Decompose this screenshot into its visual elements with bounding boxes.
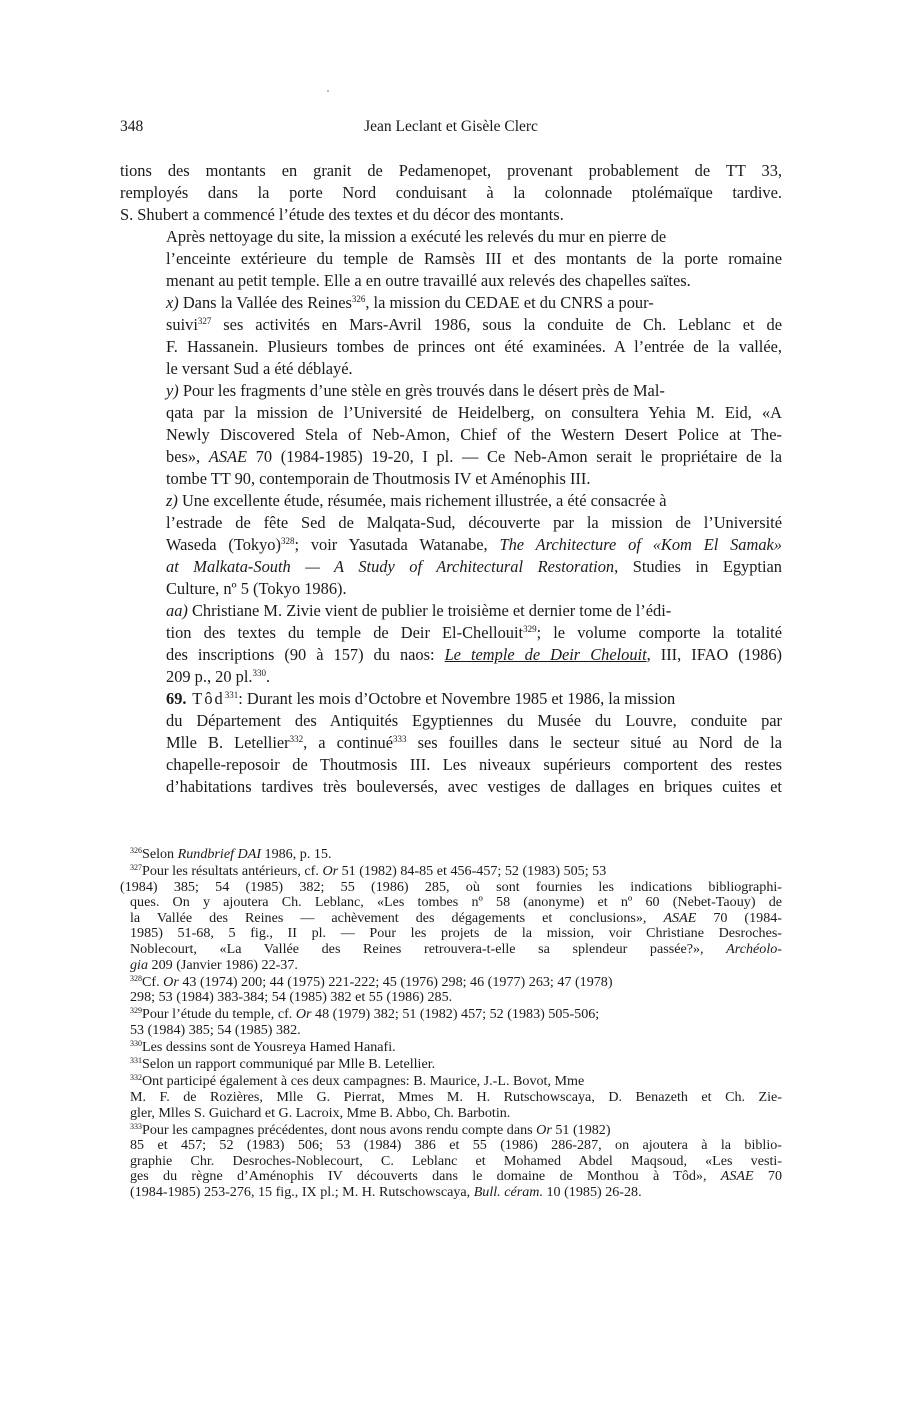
- text-line: l’enceinte extérieure du temple de Ramsès III et des montants de la porte romaine: [166, 249, 782, 268]
- text-run: (1984-1985) 253-276, 15 fig., IX pl.; M. H. Rutschowscaya,: [130, 1183, 474, 1200]
- text-run: Christiane M. Zivie vient de publier le troisième et dernier tome de l’édi-: [187, 601, 672, 620]
- footnotes: [120, 847, 782, 1202]
- text-run: des inscriptions (90 à 157) du naos:: [166, 645, 445, 664]
- footnote-330: [120, 1040, 782, 1056]
- footnote-328: [120, 975, 782, 1006]
- running-head: Jean Leclant et Gisèle Clerc: [364, 118, 538, 135]
- text-line: [120, 1169, 782, 1185]
- text-line: M. F. de Rozières, Mlle G. Pierrat, Mmes M. H. Rutschowscaya, D. Benazeth et Ch. Zie-: [130, 1088, 782, 1105]
- footnote-number: 328: [130, 973, 142, 983]
- text-line: 85 et 457; 52 (1983) 506; 53 (1984) 386 et 55 (1986) 286-287, on ajoutera à la biblio-: [130, 1137, 782, 1154]
- page-number: 348: [120, 118, 144, 135]
- footnote-ref[interactable]: 332: [289, 734, 304, 744]
- text-run: Pour les campagnes précédentes, dont nous avons rendu compte dans: [142, 1121, 537, 1138]
- text-run: 70 (1984-: [696, 909, 783, 926]
- journal-title: Archéolo-: [726, 941, 782, 958]
- footnote-ref[interactable]: 329: [523, 624, 537, 634]
- text-run: Pour l’étude du temple, cf.: [142, 1006, 296, 1023]
- text-run: tion des textes du temple de Deir El-Chellouit: [166, 623, 524, 642]
- text-line: Culture, nº 5 (Tokyo 1986).: [166, 579, 347, 598]
- text-line: F. Hassanein. Plusieurs tombes de princes ont été examinées. A l’entrée de la vallée,: [166, 337, 782, 356]
- text-line: (1984) 385; 54 (1985) 382; 55 (1986) 285, où sont fournies les indications bibliographi-: [120, 878, 782, 895]
- text-run: 209 (Janvier 1986) 22-37.: [148, 956, 298, 973]
- footnote-332: [120, 1074, 782, 1121]
- text-line: [120, 314, 782, 336]
- footnote-ref[interactable]: 326: [351, 294, 366, 304]
- text-run: Selon un rapport communiqué par Mlle B. Letellier.: [142, 1056, 436, 1073]
- journal-title: gia: [130, 956, 149, 973]
- footnote-ref[interactable]: 327: [197, 316, 212, 326]
- text-line: chapelle-reposoir de Thoutmosis III. Les niveaux supérieurs comportent des restes: [166, 755, 782, 774]
- journal-title: ASAE: [208, 447, 248, 466]
- item-letter: aa): [166, 601, 188, 620]
- text-line: graphie Chr. Desroches-Noblecourt, C. Leblanc et Mohamed Abdel Maqsoud, «Les vesti-: [130, 1152, 782, 1169]
- text-line: S. Shubert a commencé l’étude des textes et du décor des montants.: [120, 205, 564, 224]
- text-run: Pour les fragments d’une stèle en grès trouvés dans le désert près de Mal-: [178, 381, 665, 400]
- text-run: 70: [753, 1168, 782, 1185]
- footnote-ref[interactable]: 331: [224, 690, 239, 700]
- journal-title: Rundbrief DAI: [177, 846, 262, 862]
- text-line: qata par la mission de l’Université de Heidelberg, on consultera Yehia M. Eid, «A: [166, 403, 782, 422]
- item-letter: x): [166, 293, 179, 312]
- text-run: 10 (1985) 26-28.: [542, 1183, 642, 1200]
- text-line: 298; 53 (1984) 383-384; 54 (1985) 382 et 55 (1986) 285.: [130, 989, 453, 1006]
- text-line: [120, 622, 782, 644]
- text-line: [120, 534, 782, 556]
- text-line: 1985) 51-68, 5 fig., II pl. — Pour les projets de la mission, voir Christiane Desroches-: [130, 925, 782, 942]
- text-run: Pour les résultats antérieurs, cf.: [142, 863, 323, 880]
- text-run: 51 (1982): [551, 1121, 611, 1138]
- text-line: le versant Sud a été déblayé.: [166, 359, 353, 378]
- journal-title: Bull. céram.: [473, 1183, 543, 1200]
- text-run: , Studies in Egyptian: [614, 557, 783, 576]
- text-run: Ont participé également à ces deux campagnes: B. Maurice, J.-L. Bovot, Mme: [142, 1073, 585, 1090]
- paragraph-site-cleaning: [120, 226, 782, 292]
- text-run: la Vallée des Reines — achèvement des dégagements et conclusions»,: [130, 909, 664, 926]
- text-run: Waseda (Tokyo): [166, 535, 281, 554]
- text-run: , la mission du CEDAE et du CNRS a pour-: [365, 293, 654, 312]
- paragraph-x-vallee-des-reines: [120, 292, 782, 380]
- text-run: ses fouilles dans le secteur situé au Nord de la: [406, 733, 782, 752]
- paragraph-aa-deir-chelouit: [120, 600, 782, 688]
- text-line: [120, 446, 782, 468]
- footnote-number: 329: [130, 1006, 142, 1016]
- text-run: bes»,: [166, 447, 209, 466]
- text-line: [120, 556, 782, 578]
- text-run: ses activités en Mars-Avril 1986, sous la conduite de Ch. Leblanc et de: [211, 315, 782, 334]
- text-run: Dans la Vallée des Reines: [178, 293, 352, 312]
- text-run: 70 (1984-1985) 19-20, I pl. — Ce Neb-Amon serait le propriétaire de la: [247, 447, 782, 466]
- text-line: 53 (1984) 385; 54 (1985) 382.: [130, 1022, 301, 1039]
- footnote-number: 333: [130, 1121, 142, 1131]
- text-run: ; voir Yasutada Watanabe,: [294, 535, 500, 554]
- paragraph-continuation: [120, 160, 782, 226]
- footnote-333: [120, 1123, 782, 1201]
- journal-title: Or: [295, 1006, 312, 1023]
- text-line: [120, 644, 782, 666]
- section-number: 69.: [166, 689, 187, 708]
- text-run: 43 (1974) 200; 44 (1975) 221-222; 45 (1976) 298; 46 (1977) 263; 47 (1978): [178, 973, 613, 990]
- footnote-number: 327: [130, 863, 142, 873]
- text-line: tombe TT 90, contemporain de Thoutmosis IV et Aménophis III.: [166, 469, 591, 488]
- footnote-number: 332: [130, 1073, 142, 1083]
- text-run: ; le volume comporte la totalité: [536, 623, 782, 642]
- book-title: at Malkata-South — A Study of Architectural Restoration: [166, 557, 615, 576]
- footnote-329: [120, 1007, 782, 1038]
- text-run: Mlle B. Letellier: [166, 733, 290, 752]
- paragraph-z-malqata: [120, 490, 782, 600]
- text-line: menant au petit temple. Elle a en outre travaillé aux relevés des chapelles saïtes.: [166, 271, 691, 290]
- text-run: , a continué: [303, 733, 394, 752]
- text-line: [120, 1185, 782, 1201]
- footnote-number: 326: [130, 846, 142, 855]
- footnote-ref[interactable]: 333: [393, 734, 407, 744]
- journal-title: Or: [322, 863, 339, 880]
- book-title: Le temple de Deir Chelouit: [444, 645, 647, 664]
- scan-speck: [327, 90, 329, 92]
- text-line: d’habitations tardives très bouleversés, avec vestiges de dallages en briques cuites et: [166, 777, 782, 796]
- text-run: suivi: [166, 315, 198, 334]
- footnote-number: 331: [130, 1056, 142, 1066]
- text-line: [120, 942, 782, 958]
- text-run: 209 p., 20 pl.: [166, 667, 253, 686]
- text-run: ges du règne d’Aménophis IV découverts dans le domaine de Monthou à Tôd»,: [130, 1168, 721, 1185]
- footnote-ref[interactable]: 328: [280, 536, 295, 546]
- text-run: : Durant les mois d’Octobre et Novembre 1985 et 1986, la mission: [238, 689, 676, 708]
- text-run: Selon: [142, 846, 178, 862]
- item-letter: y): [166, 381, 179, 400]
- text-line: [120, 958, 782, 974]
- text-run: , III, IFAO (1986): [646, 645, 782, 664]
- text-line: [120, 666, 782, 688]
- text-line: Après nettoyage du site, la mission a exécuté les relevés du mur en pierre de: [166, 227, 667, 246]
- text-run: .: [266, 667, 271, 686]
- text-line: du Département des Antiquités Egyptiennes du Musée du Louvre, conduite par: [166, 711, 782, 730]
- text-line: remployés dans la porte Nord conduisant à la colonnade ptolémaïque tardive.: [120, 183, 782, 202]
- footnote-331: [120, 1057, 782, 1073]
- site-name: Tôd: [186, 689, 225, 708]
- text-line: l’estrade de fête Sed de Malqata-Sud, découverte par la mission de l’Université: [166, 513, 782, 532]
- journal-title: ASAE: [663, 909, 697, 926]
- text-line: ques. On y ajoutera Ch. Leblanc, «Les tombes nº 58 (anonyme) et nº 60 (Nebet-Taouy) de: [130, 894, 782, 911]
- journal-title: Or: [536, 1121, 552, 1138]
- text-line: [120, 732, 782, 754]
- text-run: 48 (1979) 382; 51 (1982) 457; 52 (1983) 505-506;: [311, 1006, 600, 1023]
- journal-title: Or: [163, 973, 179, 990]
- text-line: tions des montants en granit de Pedamenopet, provenant probablement de TT 33,: [120, 161, 782, 180]
- paragraph-y-stele: [120, 380, 782, 490]
- text-run: Noblecourt, «La Vallée des Reines retrouvera-t-elle sa splendeur passée?»,: [130, 941, 727, 958]
- footnote-number: 330: [130, 1039, 142, 1049]
- book-title: The Architecture of «Kom El Samak»: [499, 535, 782, 554]
- body-text: [120, 160, 782, 798]
- footnote-327: [120, 864, 782, 973]
- text-line: gler, Mlles S. Guichard et G. Lacroix, Mme B. Abbo, Ch. Barbotin.: [130, 1104, 511, 1121]
- text-run: Les dessins sont de Yousreya Hamed Hanafi.: [142, 1039, 396, 1056]
- journal-title: ASAE: [720, 1168, 754, 1185]
- footnote-326: [120, 847, 782, 863]
- page-header: [120, 118, 782, 142]
- text-run: 51 (1982) 84-85 et 456-457; 52 (1983) 505; 53: [338, 863, 607, 880]
- item-letter: z): [166, 491, 178, 510]
- text-run: Cf.: [142, 973, 164, 990]
- paragraph-69-tod: [120, 688, 782, 798]
- text-run: Une excellente étude, résumée, mais richement illustrée, a été consacrée à: [177, 491, 667, 510]
- footnote-ref[interactable]: 330: [252, 668, 267, 678]
- text-run: 1986, p. 15.: [261, 846, 332, 862]
- text-line: [120, 911, 782, 927]
- text-line: Newly Discovered Stela of Neb-Amon, Chief of the Western Desert Police at The-: [166, 425, 782, 444]
